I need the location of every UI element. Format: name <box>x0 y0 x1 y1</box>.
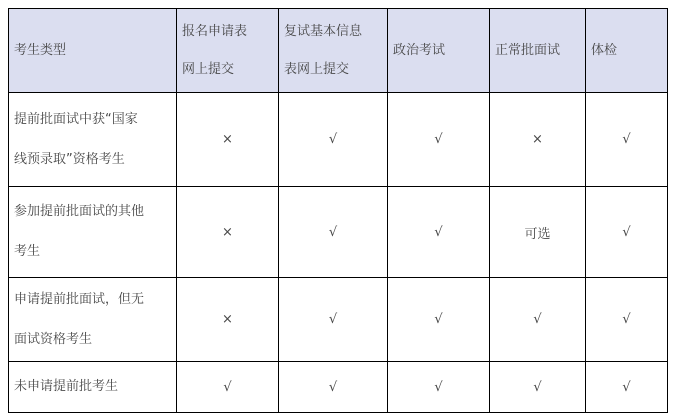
header-cell-political-exam <box>388 9 490 93</box>
candidate-type-text: 申请提前批面试，但无 <box>14 291 145 307</box>
header-label: 政治考试 <box>393 42 446 58</box>
candidate-type-text: 面试资格考生 <box>14 331 93 347</box>
mark-cell: √ <box>279 362 388 413</box>
mark-cell: 可选 <box>490 187 586 278</box>
header-label: 报名申请表 <box>182 23 248 39</box>
mark-cell: √ <box>490 362 586 413</box>
mark-cell: √ <box>388 362 490 413</box>
mark-cell: √ <box>279 93 388 187</box>
mark-cell: √ <box>586 187 668 278</box>
mark-cell: √ <box>586 362 668 413</box>
candidate-requirements-table <box>8 8 668 413</box>
header-cell-application-form <box>177 9 279 93</box>
mark-cell: √ <box>388 278 490 362</box>
header-cell-retest-info-form <box>279 9 388 93</box>
header-label: 网上提交 <box>182 61 235 77</box>
mark-cell: √ <box>279 278 388 362</box>
header-cell-candidate-type <box>9 9 177 93</box>
candidate-type-cell <box>9 278 177 362</box>
mark-cell: √ <box>388 187 490 278</box>
mark-cell: √ <box>490 278 586 362</box>
table-row <box>9 278 668 362</box>
candidate-type-text: 线预录取”资格考生 <box>14 151 125 167</box>
table-row <box>9 362 668 413</box>
mark-cell: × <box>177 93 279 187</box>
header-label: 表网上提交 <box>284 61 350 77</box>
candidate-type-text: 考生 <box>14 244 41 259</box>
candidate-type-cell <box>9 93 177 187</box>
header-cell-normal-batch-interview <box>490 9 586 93</box>
header-label: 复试基本信息 <box>284 23 363 39</box>
header-label: 正常批面试 <box>495 42 561 58</box>
header-label: 考生类型 <box>14 42 67 58</box>
mark-cell: √ <box>388 93 490 187</box>
table-row <box>9 187 668 278</box>
header-label: 体检 <box>591 42 618 58</box>
mark-cell: √ <box>279 187 388 278</box>
candidate-type-text: 未申请提前批考生 <box>14 379 119 394</box>
header-cell-physical-exam <box>586 9 668 93</box>
candidate-type-text: 参加提前批面试的其他 <box>14 204 145 219</box>
mark-cell: √ <box>177 362 279 413</box>
table-row <box>9 93 668 187</box>
mark-cell: √ <box>586 278 668 362</box>
header-row <box>9 9 668 93</box>
candidate-type-cell <box>9 187 177 278</box>
candidate-type-text: 提前批面试中获“国家 <box>14 111 138 127</box>
mark-cell: × <box>490 93 586 187</box>
mark-cell: √ <box>586 93 668 187</box>
mark-cell: × <box>177 187 279 278</box>
mark-cell: × <box>177 278 279 362</box>
candidate-type-cell <box>9 362 177 413</box>
